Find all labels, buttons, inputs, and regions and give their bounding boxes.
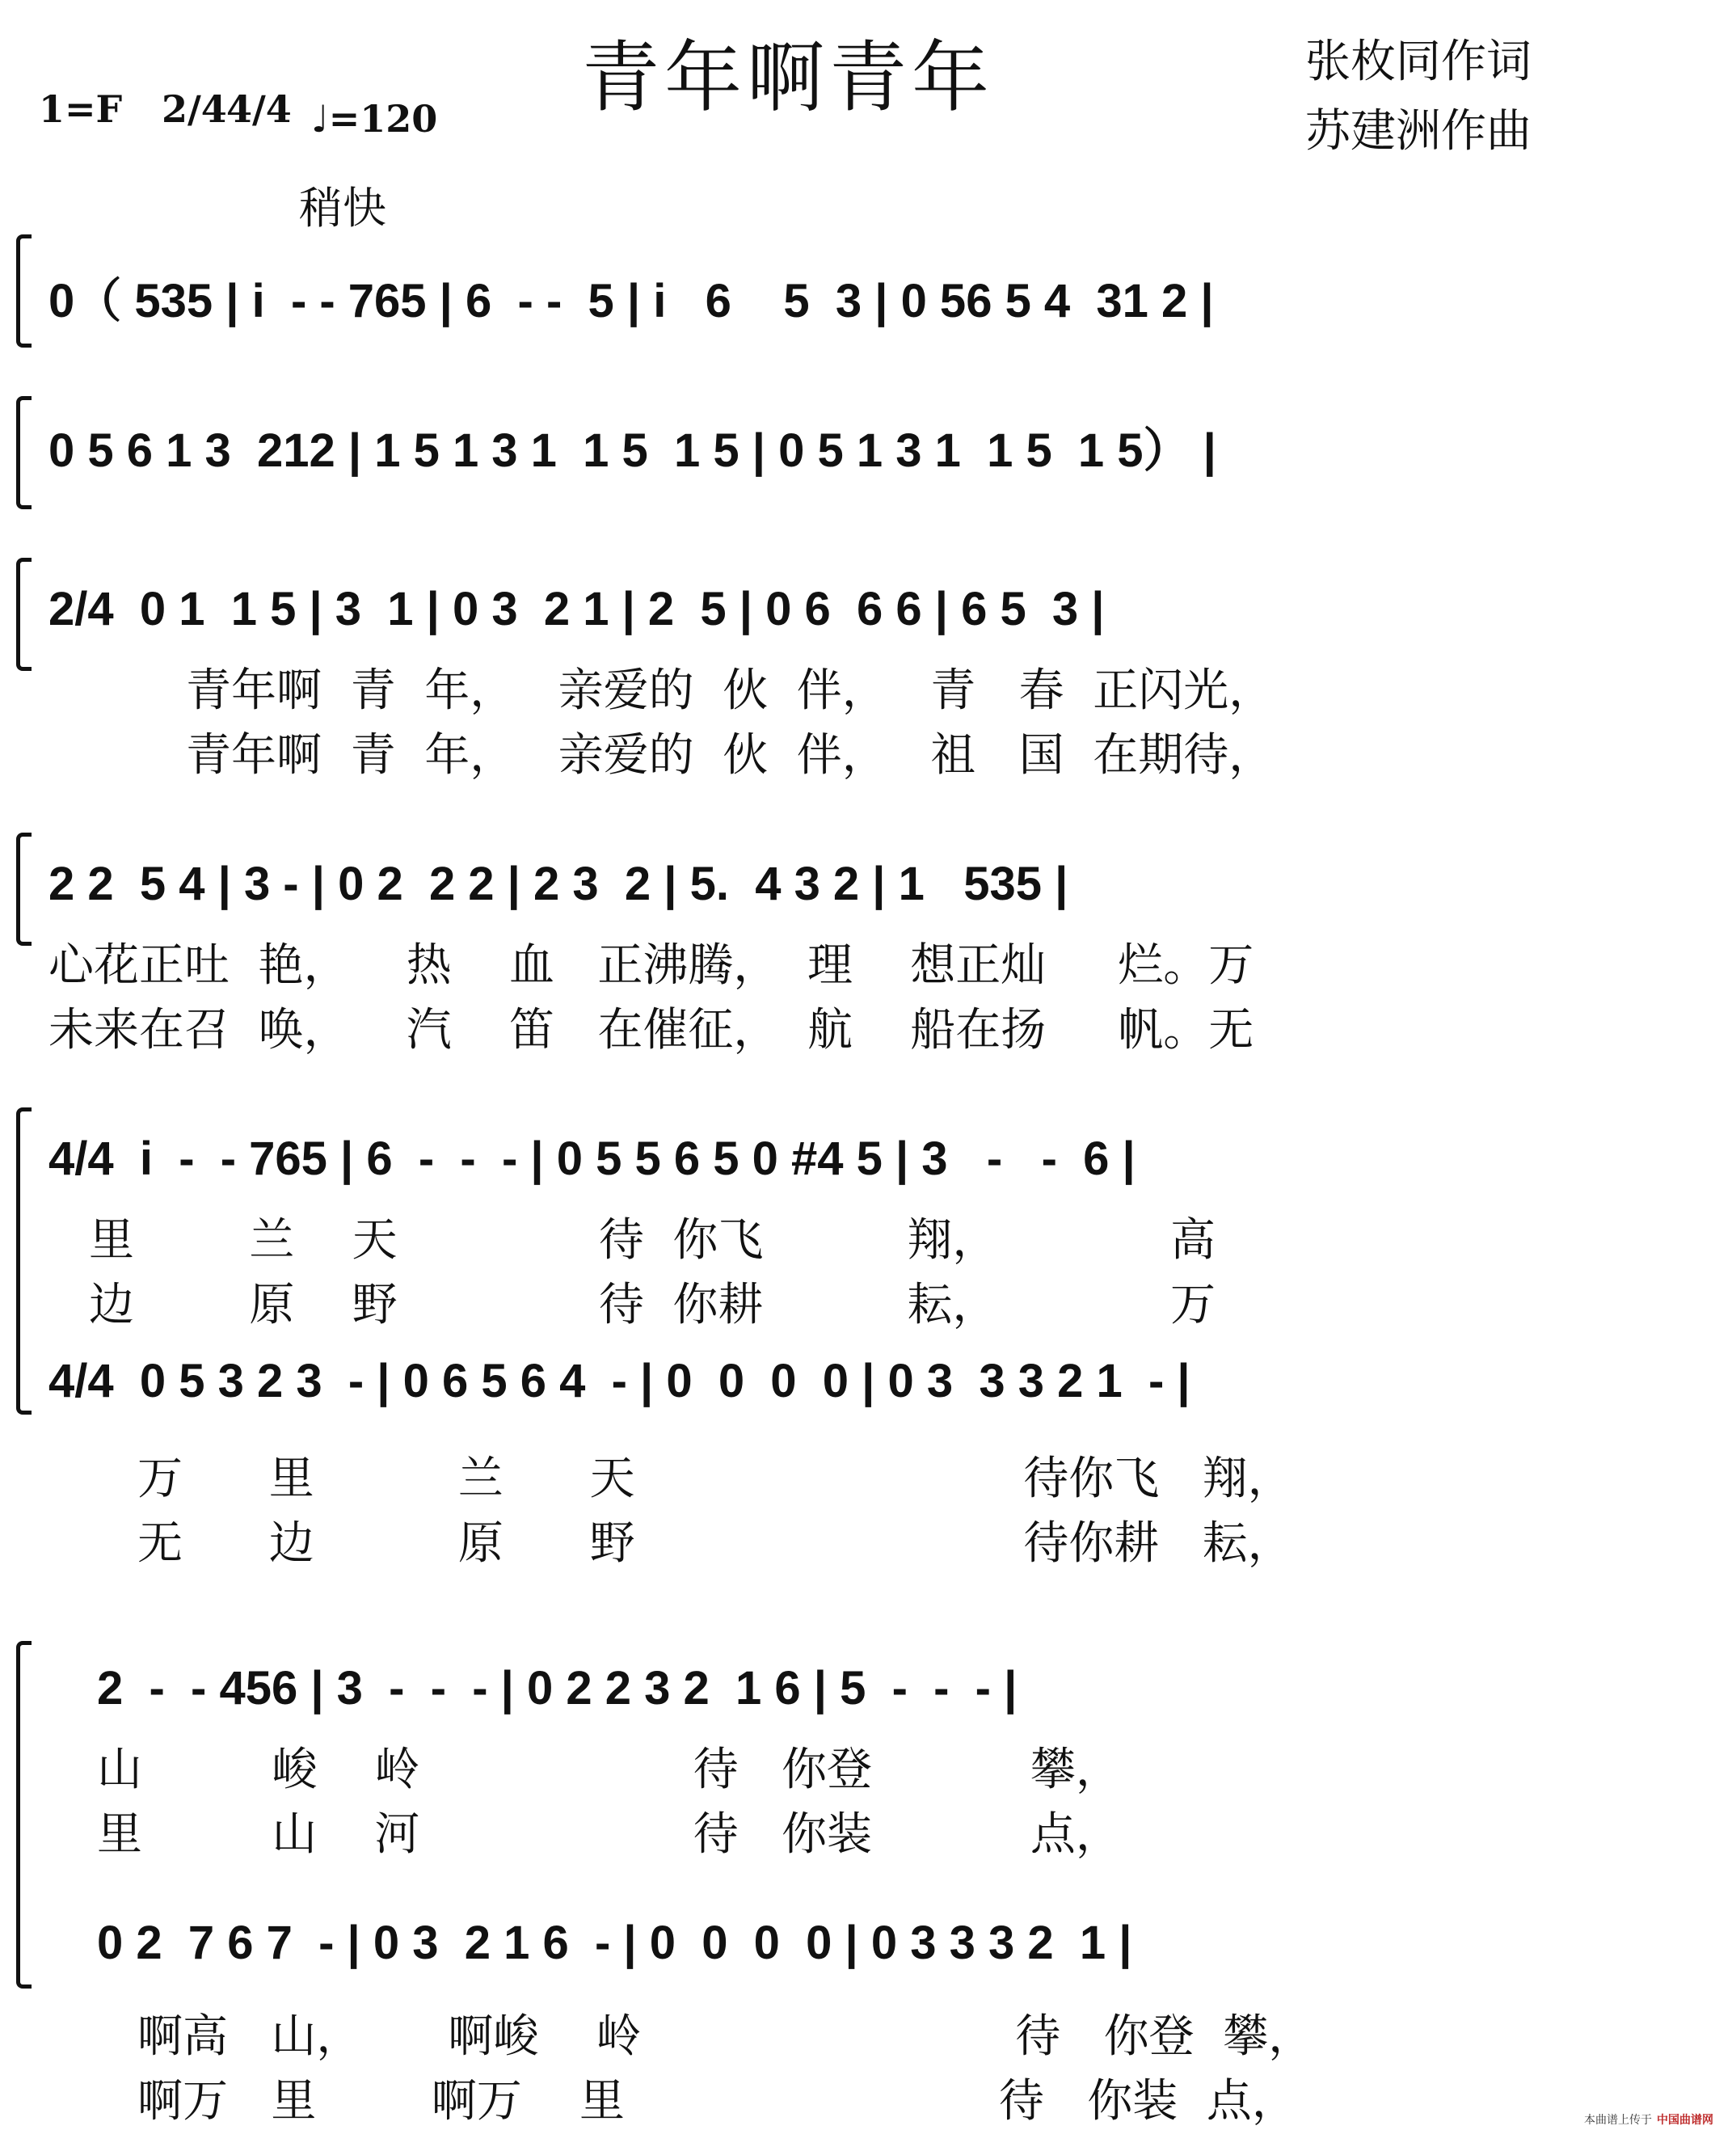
upper-lyrics-verse-2: 里 山 河 待 你装 点，: [97, 1808, 1121, 1861]
upper-lyrics-verse-1: 山 峻 岭 待 你登 攀，: [97, 1744, 1121, 1796]
notes-line: 2/4 0 1 1 5 | 3 1 | 0 3 2 1 | 2 5 | 0 6 6 6 | 6 5 3 |: [48, 583, 1105, 635]
lower-lyrics-verse-2: 啊万 里 啊万 里 待 你装 点，: [137, 2075, 1297, 2128]
lyricist-credit: 张枚同作词: [1305, 36, 1532, 88]
lyrics-verse-2: 青年啊 青 年， 亲爱的 伙 伴， 祖 国 在期待，: [186, 729, 1275, 782]
meter-2-4: 2/4: [162, 87, 227, 131]
tempo-word: 稍快: [299, 183, 386, 234]
system-bracket: [16, 1107, 32, 1415]
song-title: 青年啊青年: [582, 32, 994, 123]
system-bracket: [16, 396, 32, 509]
lyrics-verse-2: 未来在召 唤， 汽 笛 在催征， 航 船在扬 帆。无: [48, 1004, 1254, 1057]
lower-part-notes: 4/4 0 5 3 2 3 - | 0 6 5 6 4 - | 0 0 0 0 | 0 3 3 3 2 1 - |: [48, 1355, 1190, 1407]
lower-lyrics-verse-1: 万 里 兰 天 待你飞 翔，: [137, 1453, 1293, 1505]
upload-note: 本曲谱上传于: [1584, 2114, 1652, 2127]
lower-lyrics-verse-1: 啊高 山， 啊峻 岭 待 你登 攀，: [137, 2010, 1314, 2063]
notes-line: 0（ 535 | i - - 765 | 6 - - 5 | i 6 5 3 | 0 56 5 4 31 2 |: [48, 275, 1214, 327]
lyrics-verse-1: 心花正吐 艳， 热 血 正沸腾， 理 想正灿 烂。万: [48, 939, 1254, 992]
upper-lyrics-verse-1: 里 兰 天 待 你飞 翔， 高: [89, 1214, 1216, 1267]
notes-line: 2 2 5 4 | 3 - | 0 2 2 2 | 2 3 2 | 5. 4 3 2 | 1 535 |: [48, 858, 1068, 910]
tempo-marking: ♩=120: [311, 97, 438, 141]
upper-part-notes: 4/4 i - - 765 | 6 - - - | 0 5 5 6 5 0 #4 5 | 3 - - 6 |: [48, 1132, 1136, 1185]
site-logo: 中国曲谱网: [1657, 2114, 1713, 2127]
system-bracket: [16, 1641, 32, 1989]
lyrics-verse-1: 青年啊 青 年， 亲爱的 伙 伴， 青 春 正闪光，: [186, 664, 1275, 717]
composer-credit: 苏建洲作曲: [1305, 105, 1532, 158]
lower-part-notes: 0 2 7 6 7 - | 0 3 2 1 6 - | 0 0 0 0 | 0 3 3 3 2 1 |: [97, 1917, 1132, 1969]
system-bracket: [16, 833, 32, 946]
meter-4-4: 4/4: [226, 87, 292, 131]
upper-lyrics-verse-2: 边 原 野 待 你耕 耘， 万: [89, 1279, 1216, 1331]
system-bracket: [16, 558, 32, 671]
key-signature: 1=F: [39, 87, 123, 131]
upper-part-notes: 2 - - 456 | 3 - - - | 0 2 2 3 2 1 6 | 5 - - - |: [97, 1662, 1018, 1715]
lower-lyrics-verse-2: 无 边 原 野 待你耕 耘，: [137, 1517, 1293, 1570]
system-bracket: [16, 234, 32, 348]
notes-line: 0 5 6 1 3 212 | 1 5 1 3 1 1 5 1 5 | 0 5 1 3 1 1 5 1 5） |: [48, 424, 1216, 477]
